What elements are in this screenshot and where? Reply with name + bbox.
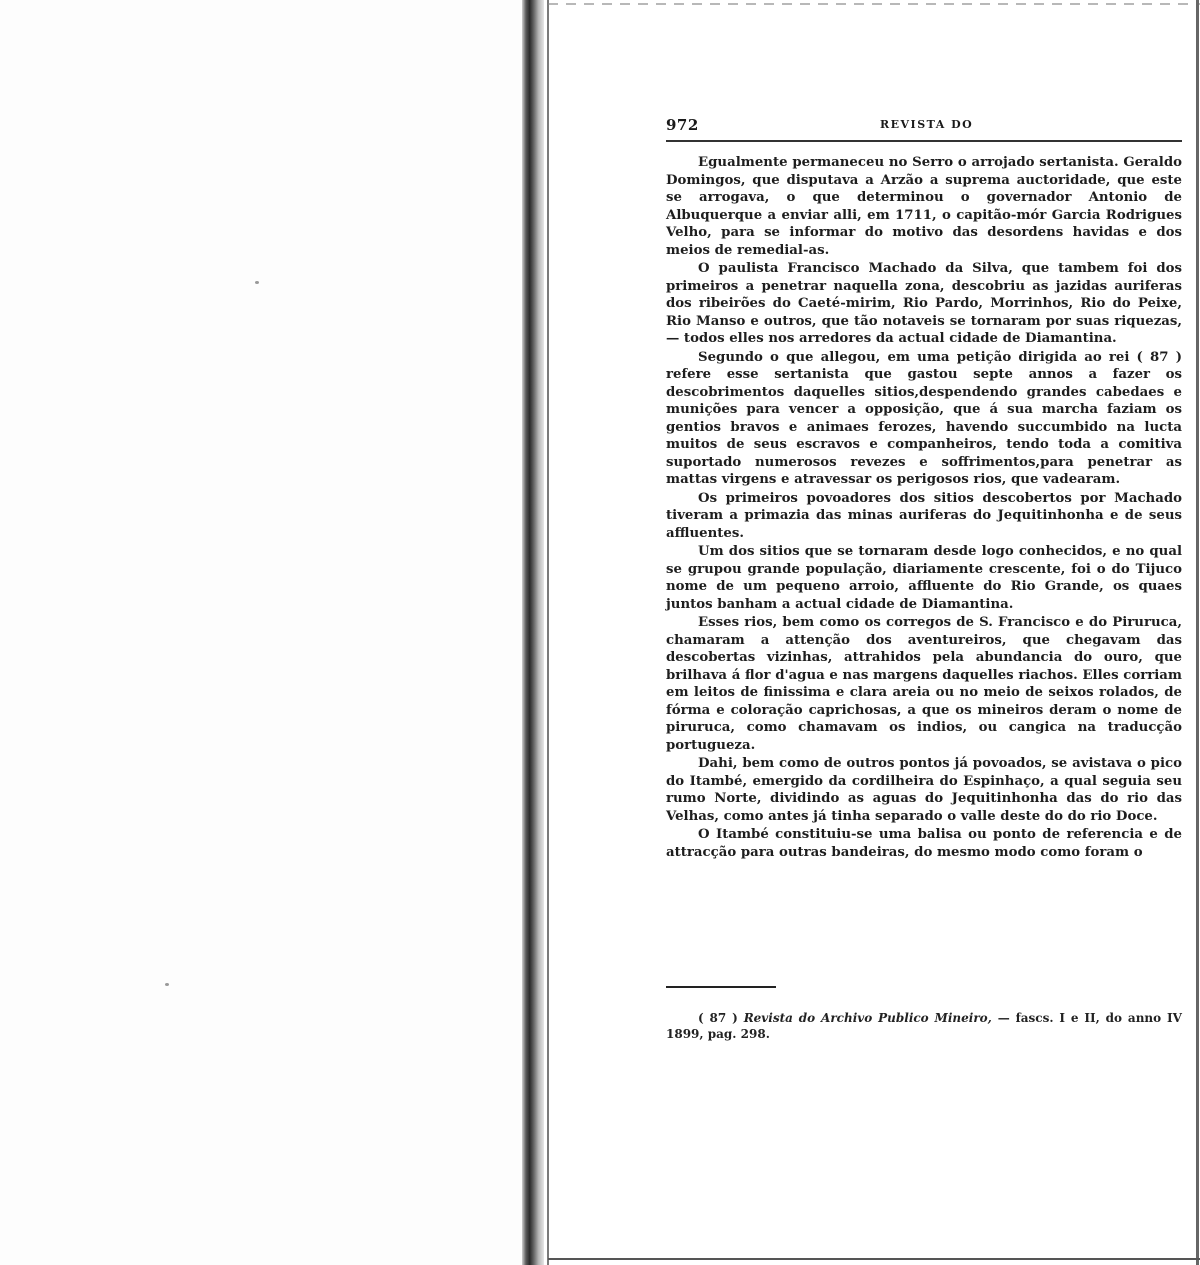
- paper-speck: [255, 281, 259, 284]
- body-text: [666, 154, 1182, 862]
- page-bottom-edge: [548, 1258, 1200, 1260]
- footnote-rest: — fascs. I e II, do anno IV 1899, pag. 298.: [666, 1011, 1182, 1041]
- paragraph-2: O paulista Francisco Machado da Silva, que tambem foi dos primeiros a penetrar naquella zona, descobriu as jazidas auriferas dos ribeirões do Caeté-mirim, Rio Pardo, Morrinhos, Rio do Peixe, Rio Manso e outros, que tão notaveis se tornaram por suas riquezas, — todos elles nos arredores da actual cidade de Diamantina.: [666, 261, 1182, 346]
- page-header: [666, 116, 1182, 138]
- paragraph-3: Segundo o que allegou, em uma petição dirigida ao rei ( 87 ) refere esse sertanista que gastou septe annos a fazer os descobrimentos daquelles sitios,despendendo grandes cabedaes e munições para vencer a opposição, que á sua marcha faziam os gentios bravos e animaes ferozes, havendo succumbido na lucta muitos de seus escravos e companheiros, tendo toda a comitiva suportado numerosos revezes e soffrimentos,para penetrar as mattas virgens e atravessar os perigosos rios, que vadearam.: [666, 349, 1182, 487]
- footnote: [666, 1010, 1182, 1042]
- footnote-marker: ( 87 ): [698, 1011, 738, 1025]
- gutter-edge-line: [547, 0, 549, 1265]
- blank-left-page: [0, 0, 522, 1265]
- paragraph-5: Um dos sitios que se tornaram desde logo conhecidos, e no qual se grupou grande população, diariamente crescente, foi o do Tijuco nome de um pequeno arroio, affluente do Rio Grande, os quaes juntos banham a actual cidade de Diamantina.: [666, 544, 1182, 612]
- paragraph-1: Egualmente permaneceu no Serro o arrojado sertanista. Geraldo Domingos, que disputava a Arzão a suprema auctoridade, que este se arrogava, o que determinou o governador Antonio de Albuquerque a enviar alli, em 1711, o capitão-mór Garcia Rodrigues Velho, para se informar do motivo das desordens havidas e dos meios de remedial-as.: [666, 155, 1182, 258]
- paragraph-8: O Itambé constituiu-se uma balisa ou ponto de referencia e de attracção para outras bandeiras, do mesmo modo como foram o: [666, 827, 1182, 860]
- running-head: REVISTA DO: [880, 118, 974, 131]
- paragraph-7: Dahi, bem como de outros pontos já povoados, se avistava o pico do Itambé, emergido da cordilheira do Espinhaço, a qual seguia seu rumo Norte, dividindo as aguas do Jequitinhonha das do rio das Velhas, como antes já tinha separado o valle deste do do rio Doce.: [666, 756, 1182, 824]
- book-gutter: [522, 0, 544, 1265]
- page-number: 972: [666, 116, 699, 134]
- page-top-edge: [548, 3, 1200, 5]
- paper-speck: [165, 983, 169, 986]
- paragraph-4: Os primeiros povoadores dos sitios descobertos por Machado tiveram a primazia das minas auriferas do Jequitinhonha e de seus affluentes.: [666, 490, 1182, 541]
- footnote-title: Revista do Archivo Publico Mineiro,: [743, 1011, 992, 1025]
- paragraph-6: Esses rios, bem como os corregos de S. Francisco e do Piruruca, chamaram a attenção dos aventureiros, que chegavam das descobertas vizinhas, attrahidos pela abundancia do ouro, que brilhava á flor d'agua e nas margens daquelles riachos. Elles corriam em leitos de finissima e clara areia ou no meio de seixos rolados, de fórma e coloração caprichosas, a que os mineiros deram o nome de piruruca, como chamavam os indios, ou cangica na traducção portugueza.: [666, 615, 1182, 753]
- footnote-rule: [666, 986, 776, 988]
- page-right-edge: [1196, 0, 1199, 1265]
- header-rule: [666, 140, 1182, 142]
